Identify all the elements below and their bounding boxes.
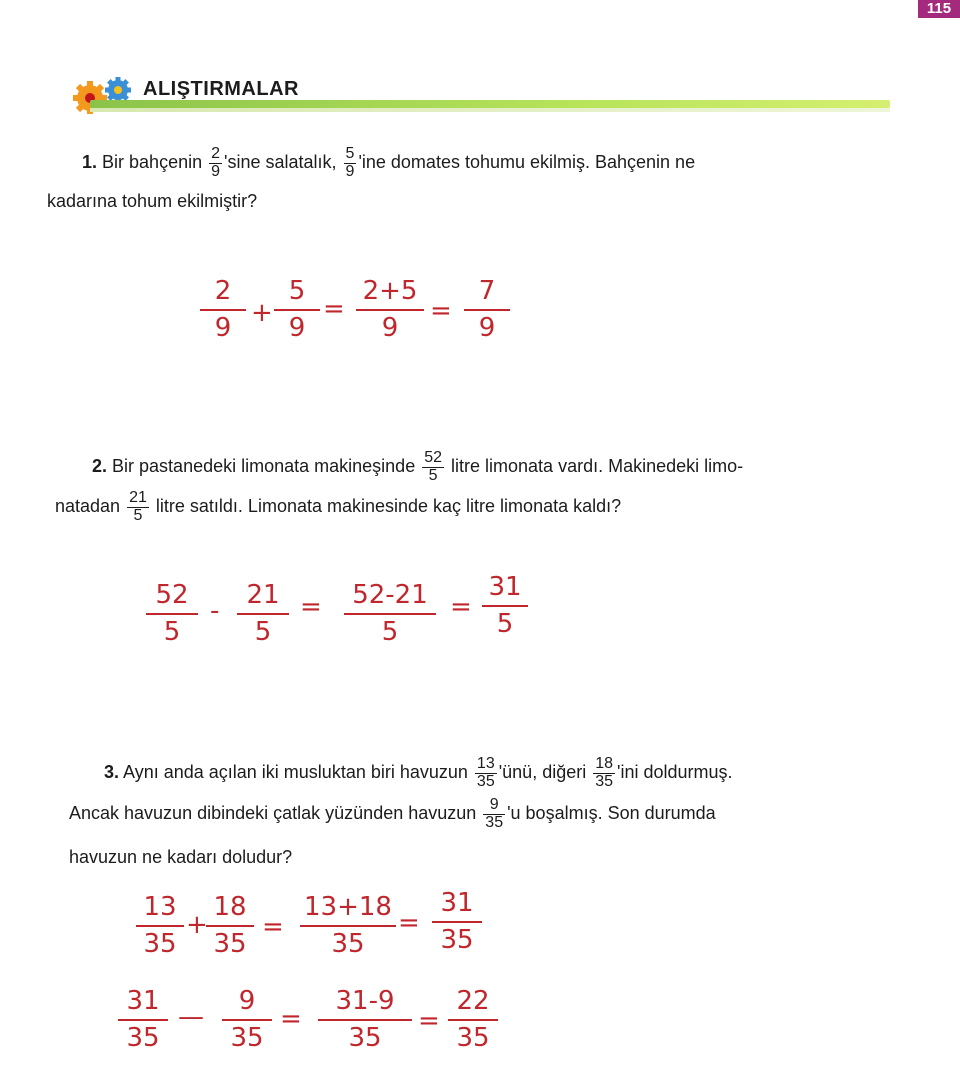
q1-fraction-1 <box>209 146 222 181</box>
q2-f2-den: 5 <box>133 506 143 524</box>
q2-text-c: natadan <box>55 496 121 517</box>
q2-ans-t1-den: 5 <box>163 617 181 647</box>
q1-line-2: kadarına tohum ekilmiştir? <box>47 191 258 211</box>
q2-ans-t3-num: 52-21 <box>344 580 436 615</box>
q3-f3-den: 35 <box>485 813 504 831</box>
q3-a2-t4-den: 35 <box>456 1023 490 1053</box>
q1-text-c: 'ine domates tohumu ekilmiş. Bahçenin ne <box>358 152 696 173</box>
q2-ans-eq-2: = <box>450 592 472 622</box>
q3-line-2 <box>69 797 716 832</box>
q2-ans-term-2 <box>237 580 289 647</box>
q3-fraction-3 <box>483 797 505 832</box>
q3-a1-eq-1: = <box>262 912 284 942</box>
q1-ans-plus: + <box>251 298 273 328</box>
q2-ans-t4-den: 5 <box>496 609 514 639</box>
q3-text-d: Ancak havuzun dibindeki çatlak yüzünden havuzun <box>69 803 477 824</box>
q3-f2-num: 18 <box>595 755 614 772</box>
q1-ans-t3-den: 9 <box>381 313 399 343</box>
q3-text-c: 'ini doldurmuş. <box>617 762 733 783</box>
q3-f3-num: 9 <box>483 797 505 815</box>
q3-a2-eq-1: = <box>280 1004 302 1034</box>
q3-fraction-1 <box>475 756 497 791</box>
q3-text-e: 'u boşalmış. Son durumda <box>507 803 716 824</box>
q2-ans-t1-num: 52 <box>146 580 198 615</box>
q3-a1-t2-num: 18 <box>206 892 254 927</box>
q2-fraction-2 <box>127 490 149 525</box>
q3-a2-term-1 <box>118 986 168 1053</box>
q3-f1-num: 13 <box>476 755 495 772</box>
q3-a1-t1-den: 35 <box>143 929 177 959</box>
q1-ans-term-2 <box>274 276 320 343</box>
q3-a2-t1-num: 31 <box>118 986 168 1021</box>
q3-number: 3. <box>104 762 120 783</box>
header-bar-shadow <box>90 108 890 112</box>
q3-a1-t2-den: 35 <box>213 929 247 959</box>
q3-fraction-2 <box>593 756 615 791</box>
q3-a2-t2-den: 35 <box>230 1023 264 1053</box>
q3-line-3: havuzun ne kadarı doludur? <box>69 847 293 867</box>
q3-a1-term-2 <box>206 892 254 959</box>
q1-f2-num: 5 <box>345 145 355 162</box>
q1-text-a: Bir bahçenin <box>102 152 203 173</box>
q2-ans-t2-den: 5 <box>254 617 272 647</box>
q3-a2-minus: — <box>178 1002 204 1032</box>
q3-a2-t2-num: 9 <box>222 986 272 1021</box>
q3-a2-t3-num: 31-9 <box>318 986 412 1021</box>
q1-ans-eq-1: = <box>323 294 345 324</box>
q1-ans-t2-num: 5 <box>274 276 320 311</box>
q3-a1-term-4 <box>432 888 482 955</box>
q1-ans-term-4 <box>464 276 510 343</box>
q3-a2-term-3 <box>318 986 412 1053</box>
q2-ans-t2-num: 21 <box>237 580 289 615</box>
q1-line-1 <box>82 146 695 181</box>
q3-a1-t3-num: 13+18 <box>300 892 396 927</box>
q3-a1-term-1 <box>136 892 184 959</box>
q3-a2-eq-2: = <box>418 1006 440 1036</box>
q1-ans-t3-num: 2+5 <box>356 276 424 311</box>
q3-f2-den: 35 <box>595 772 614 790</box>
q2-ans-term-4 <box>482 572 528 639</box>
q2-fraction-1 <box>422 450 444 485</box>
q3-a2-t1-den: 35 <box>126 1023 160 1053</box>
q1-text-b: 'sine salatalık, <box>224 152 337 173</box>
q3-a2-term-4 <box>448 986 498 1053</box>
q2-ans-term-3 <box>344 580 436 647</box>
header-bar <box>90 100 890 108</box>
q1-ans-t2-den: 9 <box>288 313 306 343</box>
q3-a1-t1-num: 13 <box>136 892 184 927</box>
q2-ans-term-1 <box>146 580 198 647</box>
q3-a1-t3-den: 35 <box>331 929 365 959</box>
q1-ans-t4-den: 9 <box>478 313 496 343</box>
q1-f1-num: 2 <box>211 145 221 162</box>
q3-line-1 <box>104 756 733 791</box>
q1-f2-den: 9 <box>345 162 355 180</box>
q3-a2-t4-num: 22 <box>448 986 498 1021</box>
q3-a1-t4-num: 31 <box>432 888 482 923</box>
q2-text-a: Bir pastanedeki limonata makineşinde <box>112 456 416 477</box>
q2-ans-t4-num: 31 <box>482 572 528 607</box>
q2-line-2 <box>55 490 621 525</box>
q2-ans-t3-den: 5 <box>381 617 399 647</box>
q1-ans-t1-den: 9 <box>214 313 232 343</box>
q3-f1-den: 35 <box>476 772 495 790</box>
q2-f2-num: 21 <box>129 489 147 506</box>
q1-f1-den: 9 <box>211 162 221 180</box>
q3-a1-t4-den: 35 <box>440 925 474 955</box>
q3-text-a: Aynı anda açılan iki musluktan biri havuzun <box>123 762 468 783</box>
q1-ans-t4-num: 7 <box>464 276 510 311</box>
q3-a2-t3-den: 35 <box>348 1023 382 1053</box>
q2-line-1 <box>92 450 743 485</box>
q1-ans-t1-num: 2 <box>200 276 246 311</box>
q3-a1-term-3 <box>300 892 396 959</box>
q1-ans-term-3 <box>356 276 424 343</box>
q2-f1-num: 52 <box>424 449 443 466</box>
section-title: ALIŞTIRMALAR <box>143 78 299 100</box>
q2-text-b: litre limonata vardı. Makinedeki limo- <box>451 456 744 477</box>
q3-a1-eq-2: = <box>398 908 420 938</box>
q3-a1-plus: + <box>186 910 208 940</box>
section-header <box>70 74 900 120</box>
q1-ans-term-1 <box>200 276 246 343</box>
q2-f1-den: 5 <box>428 466 438 484</box>
q1-ans-eq-2: = <box>430 296 452 326</box>
q3-a2-term-2 <box>222 986 272 1053</box>
q2-ans-minus: - <box>210 596 220 626</box>
page-number: 115 <box>918 0 960 18</box>
q2-text-d: litre satıldı. Limonata makinesinde kaç litre limonata kaldı? <box>155 496 622 517</box>
q3-text-b: 'ünü, diğeri <box>498 762 587 783</box>
q1-fraction-2 <box>344 146 357 181</box>
q2-ans-eq-1: = <box>300 592 322 622</box>
q2-number: 2. <box>92 456 108 477</box>
q1-number: 1. <box>82 152 98 173</box>
